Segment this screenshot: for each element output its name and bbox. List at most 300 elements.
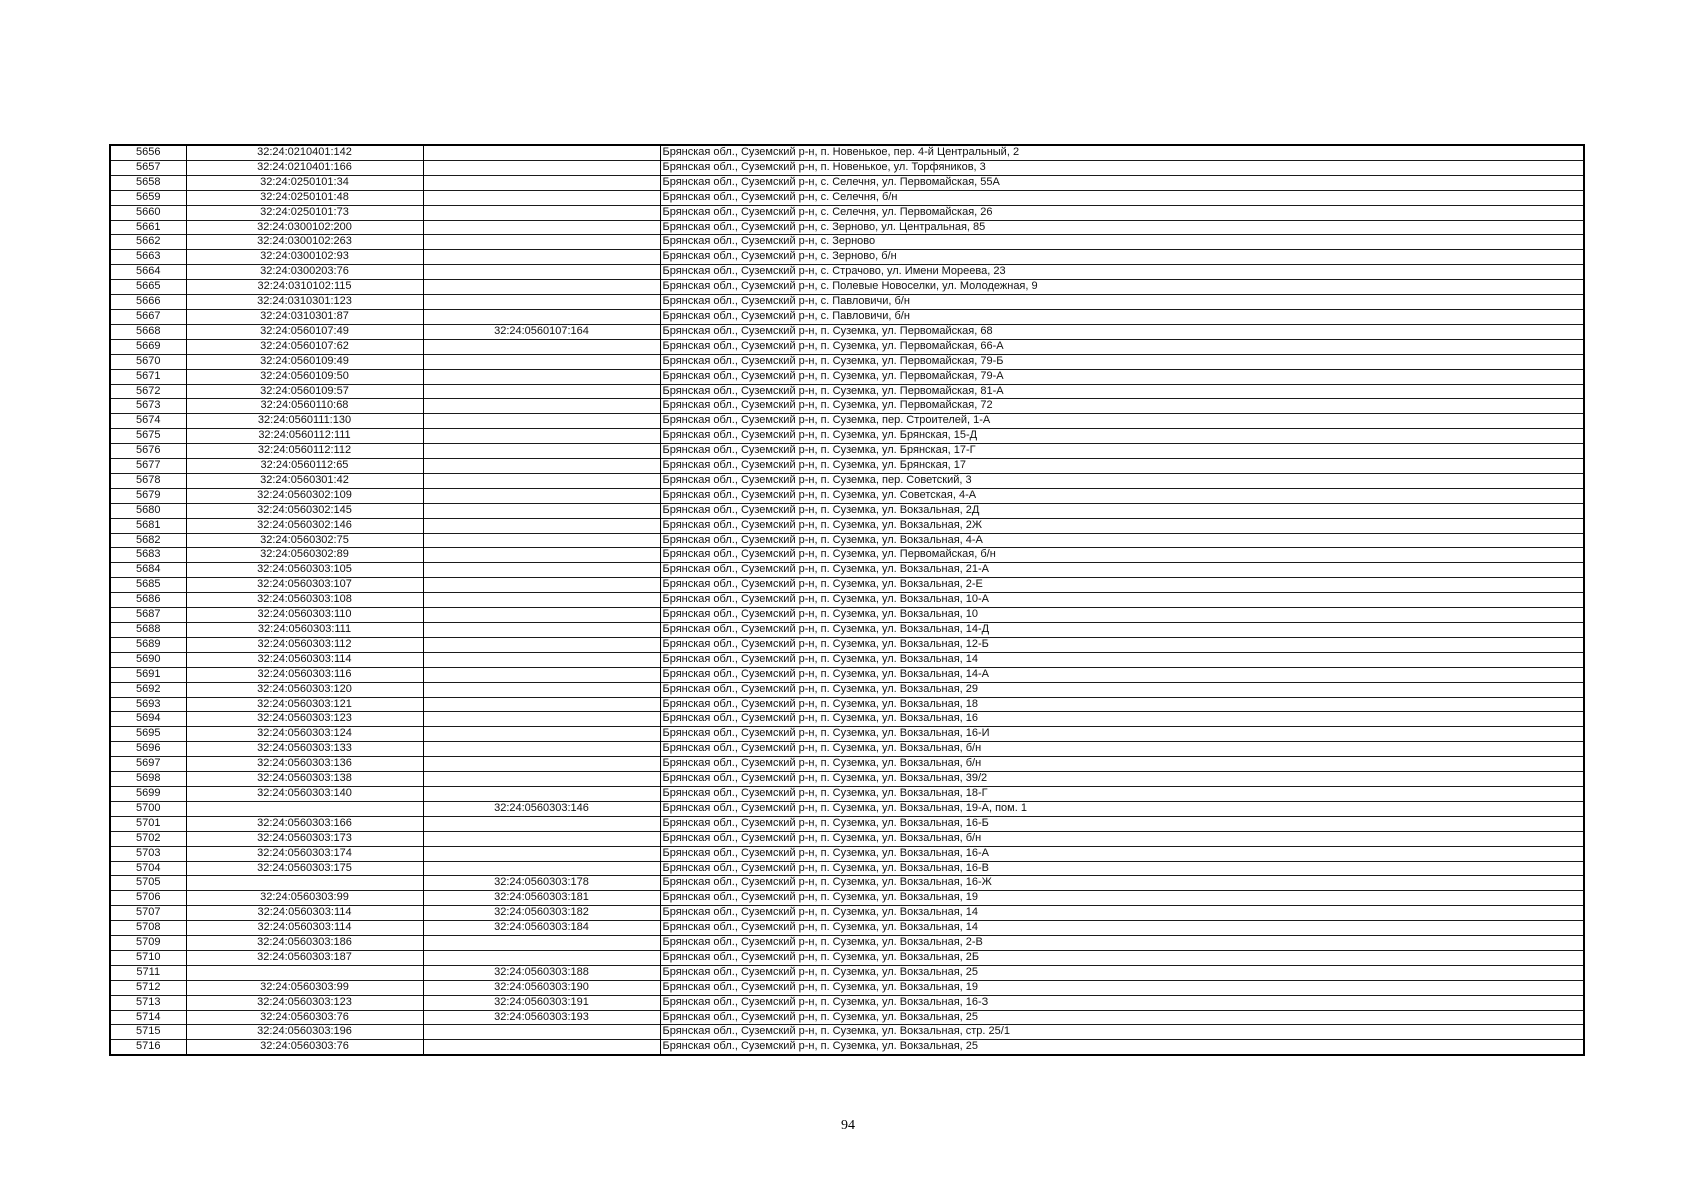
row-number-cell: 5689: [110, 637, 186, 652]
land-cadastral-number-cell: 32:24:0560303:123: [186, 995, 423, 1010]
object-cadastral-number-cell: [423, 309, 660, 324]
row-number-cell: 5679: [110, 488, 186, 503]
address-cell: Брянская обл., Суземский р-н, п. Суземка, пер. Строителей, 1-А: [660, 414, 1584, 429]
table-row: [110, 190, 1584, 205]
row-number-cell: 5661: [110, 220, 186, 235]
table-row: [110, 205, 1584, 220]
object-cadastral-number-cell: [423, 637, 660, 652]
address-cell: Брянская обл., Суземский р-н, п. Суземка, ул. Советская, 4-А: [660, 488, 1584, 503]
row-number-cell: 5714: [110, 1010, 186, 1025]
address-cell: Брянская обл., Суземский р-н, п. Суземка, ул. Брянская, 15-Д: [660, 429, 1584, 444]
object-cadastral-number-cell: [423, 831, 660, 846]
row-number-cell: 5700: [110, 801, 186, 816]
table-row: [110, 518, 1584, 533]
address-cell: Брянская обл., Суземский р-н, п. Суземка, ул. Вокзальная, 10-А: [660, 593, 1584, 608]
land-cadastral-number-cell: 32:24:0560303:105: [186, 563, 423, 578]
address-cell: Брянская обл., Суземский р-н, п. Суземка, ул. Вокзальная, 16-Ж: [660, 876, 1584, 891]
table-row: [110, 786, 1584, 801]
table-row: [110, 742, 1584, 757]
object-cadastral-number-cell: [423, 697, 660, 712]
address-cell: Брянская обл., Суземский р-н, п. Суземка, ул. Вокзальная, 21-А: [660, 563, 1584, 578]
land-cadastral-number-cell: 32:24:0560112:65: [186, 459, 423, 474]
object-cadastral-number-cell: [423, 190, 660, 205]
row-number-cell: 5677: [110, 459, 186, 474]
row-number-cell: 5665: [110, 280, 186, 295]
table-row: [110, 444, 1584, 459]
object-cadastral-number-cell: [423, 623, 660, 638]
row-number-cell: 5674: [110, 414, 186, 429]
table-row: [110, 831, 1584, 846]
address-cell: Брянская обл., Суземский р-н, п. Суземка, ул. Вокзальная, 14-А: [660, 667, 1584, 682]
object-cadastral-number-cell: [423, 1025, 660, 1040]
row-number-cell: 5675: [110, 429, 186, 444]
land-cadastral-number-cell: 32:24:0560303:99: [186, 980, 423, 995]
table-row: [110, 950, 1584, 965]
land-cadastral-number-cell: 32:24:0300102:200: [186, 220, 423, 235]
row-number-cell: 5683: [110, 548, 186, 563]
table-row: [110, 354, 1584, 369]
address-cell: Брянская обл., Суземский р-н, п. Суземка, ул. Вокзальная, 19-А, пом. 1: [660, 801, 1584, 816]
row-number-cell: 5697: [110, 757, 186, 772]
land-cadastral-number-cell: 32:24:0560303:120: [186, 682, 423, 697]
table-row: [110, 801, 1584, 816]
row-number-cell: 5702: [110, 831, 186, 846]
land-cadastral-number-cell: 32:24:0560303:175: [186, 861, 423, 876]
land-cadastral-number-cell: 32:24:0560303:116: [186, 667, 423, 682]
object-cadastral-number-cell: [423, 265, 660, 280]
address-cell: Брянская обл., Суземский р-н, п. Суземка, ул. Вокзальная, 2Ж: [660, 518, 1584, 533]
row-number-cell: 5658: [110, 175, 186, 190]
table-row: [110, 324, 1584, 339]
object-cadastral-number-cell: [423, 727, 660, 742]
object-cadastral-number-cell: [423, 205, 660, 220]
row-number-cell: 5695: [110, 727, 186, 742]
address-cell: Брянская обл., Суземский р-н, п. Суземка, ул. Брянская, 17: [660, 459, 1584, 474]
object-cadastral-number-cell: 32:24:0560303:146: [423, 801, 660, 816]
object-cadastral-number-cell: [423, 786, 660, 801]
address-cell: Брянская обл., Суземский р-н, с. Селечня, ул. Первомайская, 55А: [660, 175, 1584, 190]
address-cell: Брянская обл., Суземский р-н, п. Новенькое, ул. Торфяников, 3: [660, 160, 1584, 175]
row-number-cell: 5708: [110, 921, 186, 936]
row-number-cell: 5670: [110, 354, 186, 369]
address-cell: Брянская обл., Суземский р-н, с. Зерново, б/н: [660, 250, 1584, 265]
row-number-cell: 5691: [110, 667, 186, 682]
table-row: [110, 593, 1584, 608]
address-cell: Брянская обл., Суземский р-н, п. Суземка, ул. Брянская, 17-Г: [660, 444, 1584, 459]
row-number-cell: 5709: [110, 936, 186, 951]
address-cell: Брянская обл., Суземский р-н, п. Новенькое, пер. 4-й Центральный, 2: [660, 145, 1584, 160]
row-number-cell: 5684: [110, 563, 186, 578]
row-number-cell: 5678: [110, 473, 186, 488]
object-cadastral-number-cell: [423, 593, 660, 608]
land-cadastral-number-cell: 32:24:0560303:174: [186, 846, 423, 861]
land-cadastral-number-cell: [186, 801, 423, 816]
land-cadastral-number-cell: 32:24:0560303:110: [186, 608, 423, 623]
object-cadastral-number-cell: [423, 429, 660, 444]
address-cell: Брянская обл., Суземский р-н, п. Суземка, ул. Вокзальная, б/н: [660, 742, 1584, 757]
row-number-cell: 5713: [110, 995, 186, 1010]
row-number-cell: 5672: [110, 384, 186, 399]
row-number-cell: 5668: [110, 324, 186, 339]
land-cadastral-number-cell: 32:24:0560111:130: [186, 414, 423, 429]
row-number-cell: 5712: [110, 980, 186, 995]
object-cadastral-number-cell: 32:24:0560303:178: [423, 876, 660, 891]
row-number-cell: 5669: [110, 339, 186, 354]
object-cadastral-number-cell: [423, 816, 660, 831]
land-cadastral-number-cell: [186, 876, 423, 891]
object-cadastral-number-cell: [423, 235, 660, 250]
row-number-cell: 5693: [110, 697, 186, 712]
object-cadastral-number-cell: [423, 712, 660, 727]
table-row: [110, 906, 1584, 921]
address-cell: Брянская обл., Суземский р-н, п. Суземка, ул. Первомайская, 81-А: [660, 384, 1584, 399]
object-cadastral-number-cell: [423, 846, 660, 861]
address-cell: Брянская обл., Суземский р-н, п. Суземка, ул. Вокзальная, 2Д: [660, 503, 1584, 518]
table-row: [110, 488, 1584, 503]
object-cadastral-number-cell: [423, 414, 660, 429]
table-row: [110, 623, 1584, 638]
object-cadastral-number-cell: 32:24:0560303:188: [423, 965, 660, 980]
address-cell: Брянская обл., Суземский р-н, п. Суземка, ул. Вокзальная, 14: [660, 906, 1584, 921]
land-cadastral-number-cell: 32:24:0560303:76: [186, 1010, 423, 1025]
table-row: [110, 876, 1584, 891]
object-cadastral-number-cell: [423, 563, 660, 578]
table-row: [110, 265, 1584, 280]
object-cadastral-number-cell: [423, 220, 660, 235]
land-cadastral-number-cell: 32:24:0560302:89: [186, 548, 423, 563]
address-cell: Брянская обл., Суземский р-н, п. Суземка, ул. Вокзальная, 16: [660, 712, 1584, 727]
address-cell: Брянская обл., Суземский р-н, с. Страчово, ул. Имени Мореева, 23: [660, 265, 1584, 280]
object-cadastral-number-cell: [423, 145, 660, 160]
row-number-cell: 5686: [110, 593, 186, 608]
table-row: [110, 891, 1584, 906]
address-cell: Брянская обл., Суземский р-н, п. Суземка, ул. Вокзальная, 39/2: [660, 772, 1584, 787]
table-row: [110, 608, 1584, 623]
row-number-cell: 5688: [110, 623, 186, 638]
address-cell: Брянская обл., Суземский р-н, с. Павловичи, б/н: [660, 295, 1584, 310]
object-cadastral-number-cell: [423, 548, 660, 563]
object-cadastral-number-cell: [423, 444, 660, 459]
table-row: [110, 175, 1584, 190]
address-cell: Брянская обл., Суземский р-н, п. Суземка, ул. Вокзальная, 16-В: [660, 861, 1584, 876]
address-cell: Брянская обл., Суземский р-н, п. Суземка, ул. Первомайская, 72: [660, 399, 1584, 414]
table-row: [110, 921, 1584, 936]
row-number-cell: 5671: [110, 369, 186, 384]
address-cell: Брянская обл., Суземский р-н, п. Суземка, ул. Вокзальная, 25: [660, 1010, 1584, 1025]
land-cadastral-number-cell: 32:24:0560302:146: [186, 518, 423, 533]
table-row: [110, 846, 1584, 861]
row-number-cell: 5682: [110, 533, 186, 548]
land-cadastral-number-cell: 32:24:0560303:133: [186, 742, 423, 757]
address-cell: Брянская обл., Суземский р-н, п. Суземка, ул. Вокзальная, 4-А: [660, 533, 1584, 548]
address-cell: Брянская обл., Суземский р-н, п. Суземка, ул. Вокзальная, 25: [660, 965, 1584, 980]
row-number-cell: 5673: [110, 399, 186, 414]
object-cadastral-number-cell: [423, 608, 660, 623]
row-number-cell: 5663: [110, 250, 186, 265]
row-number-cell: 5703: [110, 846, 186, 861]
object-cadastral-number-cell: 32:24:0560303:184: [423, 921, 660, 936]
row-number-cell: 5656: [110, 145, 186, 160]
table-row: [110, 816, 1584, 831]
table-row: [110, 578, 1584, 593]
object-cadastral-number-cell: [423, 950, 660, 965]
table-row: [110, 682, 1584, 697]
registry-table-body: [110, 145, 1584, 1055]
land-cadastral-number-cell: 32:24:0310301:87: [186, 309, 423, 324]
land-cadastral-number-cell: 32:24:0250101:34: [186, 175, 423, 190]
object-cadastral-number-cell: [423, 399, 660, 414]
land-cadastral-number-cell: 32:24:0560303:111: [186, 623, 423, 638]
address-cell: Брянская обл., Суземский р-н, п. Суземка, ул. Вокзальная, 19: [660, 980, 1584, 995]
land-cadastral-number-cell: 32:24:0300102:93: [186, 250, 423, 265]
table-row: [110, 727, 1584, 742]
object-cadastral-number-cell: [423, 936, 660, 951]
row-number-cell: 5716: [110, 1040, 186, 1055]
row-number-cell: 5711: [110, 965, 186, 980]
table-row: [110, 459, 1584, 474]
row-number-cell: 5681: [110, 518, 186, 533]
land-cadastral-number-cell: 32:24:0300203:76: [186, 265, 423, 280]
address-cell: Брянская обл., Суземский р-н, п. Суземка, ул. Вокзальная, 14: [660, 921, 1584, 936]
land-cadastral-number-cell: 32:24:0560303:186: [186, 936, 423, 951]
land-cadastral-number-cell: 32:24:0560303:99: [186, 891, 423, 906]
table-row: [110, 936, 1584, 951]
row-number-cell: 5660: [110, 205, 186, 220]
address-cell: Брянская обл., Суземский р-н, п. Суземка, ул. Вокзальная, 10: [660, 608, 1584, 623]
land-cadastral-number-cell: 32:24:0560112:112: [186, 444, 423, 459]
land-cadastral-number-cell: 32:24:0560109:49: [186, 354, 423, 369]
table-row: [110, 1025, 1584, 1040]
address-cell: Брянская обл., Суземский р-н, п. Суземка, ул. Вокзальная, 25: [660, 1040, 1584, 1055]
row-number-cell: 5710: [110, 950, 186, 965]
row-number-cell: 5685: [110, 578, 186, 593]
object-cadastral-number-cell: [423, 533, 660, 548]
table-row: [110, 667, 1584, 682]
table-row: [110, 339, 1584, 354]
address-cell: Брянская обл., Суземский р-н, п. Суземка, ул. Вокзальная, 18-Г: [660, 786, 1584, 801]
object-cadastral-number-cell: [423, 1040, 660, 1055]
object-cadastral-number-cell: 32:24:0560303:190: [423, 980, 660, 995]
object-cadastral-number-cell: 32:24:0560107:164: [423, 324, 660, 339]
address-cell: Брянская обл., Суземский р-н, п. Суземка, ул. Вокзальная, 12-Б: [660, 637, 1584, 652]
object-cadastral-number-cell: 32:24:0560303:193: [423, 1010, 660, 1025]
table-row: [110, 548, 1584, 563]
row-number-cell: 5701: [110, 816, 186, 831]
table-row: [110, 309, 1584, 324]
object-cadastral-number-cell: [423, 339, 660, 354]
address-cell: Брянская обл., Суземский р-н, с. Павловичи, б/н: [660, 309, 1584, 324]
land-cadastral-number-cell: 32:24:0560303:108: [186, 593, 423, 608]
table-row: [110, 1010, 1584, 1025]
table-row: [110, 160, 1584, 175]
address-cell: Брянская обл., Суземский р-н, с. Полевые Новоселки, ул. Молодежная, 9: [660, 280, 1584, 295]
address-cell: Брянская обл., Суземский р-н, п. Суземка, ул. Вокзальная, 16-И: [660, 727, 1584, 742]
land-cadastral-number-cell: 32:24:0560303:112: [186, 637, 423, 652]
row-number-cell: 5706: [110, 891, 186, 906]
object-cadastral-number-cell: [423, 861, 660, 876]
row-number-cell: 5664: [110, 265, 186, 280]
table-row: [110, 533, 1584, 548]
table-row: [110, 980, 1584, 995]
land-cadastral-number-cell: 32:24:0560302:109: [186, 488, 423, 503]
land-cadastral-number-cell: 32:24:0560107:49: [186, 324, 423, 339]
object-cadastral-number-cell: [423, 295, 660, 310]
land-cadastral-number-cell: 32:24:0560303:114: [186, 921, 423, 936]
table-row: [110, 861, 1584, 876]
row-number-cell: 5666: [110, 295, 186, 310]
address-cell: Брянская обл., Суземский р-н, п. Суземка, ул. Первомайская, 79-А: [660, 369, 1584, 384]
table-row: [110, 772, 1584, 787]
table-row: [110, 399, 1584, 414]
address-cell: Брянская обл., Суземский р-н, п. Суземка, ул. Первомайская, 66-А: [660, 339, 1584, 354]
table-row: [110, 1040, 1584, 1055]
table-row: [110, 965, 1584, 980]
land-cadastral-number-cell: 32:24:0560303:123: [186, 712, 423, 727]
object-cadastral-number-cell: [423, 667, 660, 682]
table-row: [110, 757, 1584, 772]
address-cell: Брянская обл., Суземский р-н, п. Суземка, ул. Вокзальная, б/н: [660, 831, 1584, 846]
address-cell: Брянская обл., Суземский р-н, п. Суземка, ул. Вокзальная, 14: [660, 652, 1584, 667]
address-cell: Брянская обл., Суземский р-н, п. Суземка, ул. Первомайская, б/н: [660, 548, 1584, 563]
table-row: [110, 250, 1584, 265]
table-row: [110, 429, 1584, 444]
land-cadastral-number-cell: 32:24:0210401:166: [186, 160, 423, 175]
land-cadastral-number-cell: 32:24:0560303:138: [186, 772, 423, 787]
land-cadastral-number-cell: 32:24:0560303:107: [186, 578, 423, 593]
object-cadastral-number-cell: [423, 473, 660, 488]
address-cell: Брянская обл., Суземский р-н, п. Суземка, ул. Вокзальная, 2-В: [660, 936, 1584, 951]
address-cell: Брянская обл., Суземский р-н, п. Суземка, ул. Вокзальная, стр. 25/1: [660, 1025, 1584, 1040]
land-cadastral-number-cell: 32:24:0560301:42: [186, 473, 423, 488]
object-cadastral-number-cell: [423, 280, 660, 295]
land-cadastral-number-cell: 32:24:0560302:145: [186, 503, 423, 518]
land-cadastral-number-cell: 32:24:0560109:50: [186, 369, 423, 384]
object-cadastral-number-cell: [423, 652, 660, 667]
address-cell: Брянская обл., Суземский р-н, с. Зерново, ул. Центральная, 85: [660, 220, 1584, 235]
table-row: [110, 280, 1584, 295]
row-number-cell: 5659: [110, 190, 186, 205]
land-cadastral-number-cell: 32:24:0560303:196: [186, 1025, 423, 1040]
table-row: [110, 563, 1584, 578]
land-cadastral-number-cell: 32:24:0310301:123: [186, 295, 423, 310]
object-cadastral-number-cell: 32:24:0560303:191: [423, 995, 660, 1010]
row-number-cell: 5694: [110, 712, 186, 727]
row-number-cell: 5704: [110, 861, 186, 876]
land-cadastral-number-cell: 32:24:0560303:187: [186, 950, 423, 965]
land-cadastral-number-cell: 32:24:0210401:142: [186, 145, 423, 160]
address-cell: Брянская обл., Суземский р-н, п. Суземка, ул. Вокзальная, 2-Е: [660, 578, 1584, 593]
object-cadastral-number-cell: [423, 503, 660, 518]
land-cadastral-number-cell: 32:24:0560107:62: [186, 339, 423, 354]
object-cadastral-number-cell: [423, 384, 660, 399]
table-row: [110, 712, 1584, 727]
land-cadastral-number-cell: 32:24:0560302:75: [186, 533, 423, 548]
table-row: [110, 235, 1584, 250]
table-row: [110, 145, 1584, 160]
address-cell: Брянская обл., Суземский р-н, п. Суземка, ул. Вокзальная, 14-Д: [660, 623, 1584, 638]
table-row: [110, 414, 1584, 429]
address-cell: Брянская обл., Суземский р-н, п. Суземка, ул. Вокзальная, 16-Б: [660, 816, 1584, 831]
land-cadastral-number-cell: [186, 965, 423, 980]
table-row: [110, 220, 1584, 235]
table-row: [110, 503, 1584, 518]
land-cadastral-number-cell: 32:24:0560303:173: [186, 831, 423, 846]
land-cadastral-number-cell: 32:24:0560110:68: [186, 399, 423, 414]
row-number-cell: 5662: [110, 235, 186, 250]
row-number-cell: 5657: [110, 160, 186, 175]
row-number-cell: 5676: [110, 444, 186, 459]
table-row: [110, 369, 1584, 384]
object-cadastral-number-cell: [423, 772, 660, 787]
land-cadastral-number-cell: 32:24:0310102:115: [186, 280, 423, 295]
row-number-cell: 5692: [110, 682, 186, 697]
object-cadastral-number-cell: [423, 250, 660, 265]
address-cell: Брянская обл., Суземский р-н, с. Зерново: [660, 235, 1584, 250]
address-cell: Брянская обл., Суземский р-н, с. Селечня, ул. Первомайская, 26: [660, 205, 1584, 220]
land-cadastral-number-cell: 32:24:0560303:166: [186, 816, 423, 831]
address-cell: Брянская обл., Суземский р-н, п. Суземка, ул. Первомайская, 79-Б: [660, 354, 1584, 369]
object-cadastral-number-cell: 32:24:0560303:181: [423, 891, 660, 906]
object-cadastral-number-cell: [423, 518, 660, 533]
object-cadastral-number-cell: [423, 459, 660, 474]
object-cadastral-number-cell: 32:24:0560303:182: [423, 906, 660, 921]
table-row: [110, 697, 1584, 712]
row-number-cell: 5707: [110, 906, 186, 921]
table-row: [110, 995, 1584, 1010]
land-cadastral-number-cell: 32:24:0560109:57: [186, 384, 423, 399]
address-cell: Брянская обл., Суземский р-н, п. Суземка, ул. Вокзальная, 16-А: [660, 846, 1584, 861]
address-cell: Брянская обл., Суземский р-н, п. Суземка, ул. Вокзальная, 19: [660, 891, 1584, 906]
table-row: [110, 637, 1584, 652]
address-cell: Брянская обл., Суземский р-н, с. Селечня, б/н: [660, 190, 1584, 205]
row-number-cell: 5699: [110, 786, 186, 801]
land-cadastral-number-cell: 32:24:0560303:136: [186, 757, 423, 772]
land-cadastral-number-cell: 32:24:0560303:114: [186, 906, 423, 921]
object-cadastral-number-cell: [423, 175, 660, 190]
row-number-cell: 5705: [110, 876, 186, 891]
table-row: [110, 384, 1584, 399]
row-number-cell: 5715: [110, 1025, 186, 1040]
land-cadastral-number-cell: 32:24:0560303:76: [186, 1040, 423, 1055]
object-cadastral-number-cell: [423, 354, 660, 369]
land-cadastral-number-cell: 32:24:0560112:111: [186, 429, 423, 444]
object-cadastral-number-cell: [423, 160, 660, 175]
land-cadastral-number-cell: 32:24:0250101:48: [186, 190, 423, 205]
land-cadastral-number-cell: 32:24:0300102:263: [186, 235, 423, 250]
page-number: 94: [841, 1118, 855, 1133]
land-cadastral-number-cell: 32:24:0560303:121: [186, 697, 423, 712]
land-cadastral-number-cell: 32:24:0250101:73: [186, 205, 423, 220]
table-row: [110, 652, 1584, 667]
land-cadastral-number-cell: 32:24:0560303:140: [186, 786, 423, 801]
land-cadastral-number-cell: 32:24:0560303:114: [186, 652, 423, 667]
object-cadastral-number-cell: [423, 682, 660, 697]
row-number-cell: 5698: [110, 772, 186, 787]
address-cell: Брянская обл., Суземский р-н, п. Суземка, пер. Советский, 3: [660, 473, 1584, 488]
object-cadastral-number-cell: [423, 578, 660, 593]
address-cell: Брянская обл., Суземский р-н, п. Суземка, ул. Вокзальная, 16-З: [660, 995, 1584, 1010]
row-number-cell: 5690: [110, 652, 186, 667]
address-cell: Брянская обл., Суземский р-н, п. Суземка, ул. Вокзальная, 29: [660, 682, 1584, 697]
registry-table: [109, 144, 1585, 1056]
address-cell: Брянская обл., Суземский р-н, п. Суземка, ул. Вокзальная, 2Б: [660, 950, 1584, 965]
row-number-cell: 5687: [110, 608, 186, 623]
address-cell: Брянская обл., Суземский р-н, п. Суземка, ул. Первомайская, 68: [660, 324, 1584, 339]
object-cadastral-number-cell: [423, 757, 660, 772]
row-number-cell: 5696: [110, 742, 186, 757]
address-cell: Брянская обл., Суземский р-н, п. Суземка, ул. Вокзальная, 18: [660, 697, 1584, 712]
row-number-cell: 5680: [110, 503, 186, 518]
